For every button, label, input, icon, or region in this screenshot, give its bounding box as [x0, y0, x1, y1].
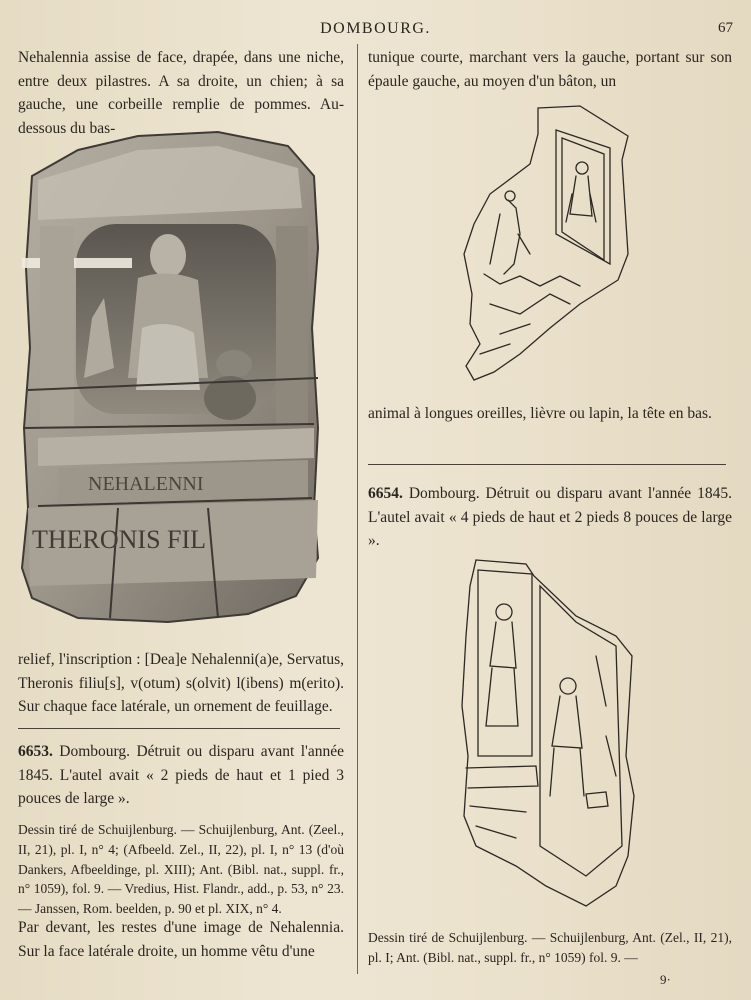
entry-6653-bibliography: Dessin tiré de Schuijlenburg. — Schuijlenburg, Ant. (Zeel., II, 21), pl. I, n° 4; (Afbeeld. Zel., II, 22), pl. I, n° 13 (d'où Dankers, Afbeeldinge, pl. XIII); Ant. (Bibl. nat., suppl. fr., n° 1059), fol. 9. — Vredius, Hist. Flandr., add., p. 53, n° 23. — Janssen, Rom. beelden, p. 90 et pl. XIX, n° 4. [18, 822, 344, 917]
inscription-line-1: NEHALENNI [88, 473, 204, 495]
entry-6653-description: Par devant, les restes d'une image de Nehalennia. Sur la face latérale droite, un homme vêtu d'une [18, 919, 344, 960]
entry-6654 [368, 482, 732, 553]
signature-mark: 9· [660, 972, 671, 987]
right-after-drawing-paragraph: animal à longues oreilles, lièvre ou lapin, la tête en bas. [368, 405, 712, 422]
line-drawing-6653 [460, 104, 636, 386]
running-title: DOMBOURG. [320, 20, 431, 37]
left-top-paragraph: Nehalennia assise de face, drapée, dans une niche, entre deux pilastres. A sa droite, un chien; à sa gauche, une corbeille remplie de pommes. Au-dessous du bas- [18, 49, 344, 137]
right-section-rule [368, 464, 726, 465]
entry-6654-text: Dombourg. Détruit ou disparu avant l'année 1845. L'autel avait « 4 pieds de haut et 2 pieds 8 pouces de large ». [368, 485, 732, 549]
entry-6653-text: Dombourg. Détruit ou disparu avant l'année 1845. L'autel avait « 2 pieds de haut et 1 pied 3 pouces de large ». [18, 743, 344, 807]
line-drawing-6654 [456, 556, 640, 910]
column-divider [357, 44, 358, 974]
entry-6654-bibliography: Dessin tiré de Schuijlenburg. — Schuijlenburg, Ant. (Zel., II, 21), pl. I; Ant. (Bibl. nat., suppl. fr., n° 1059) fol. 9. — [368, 930, 732, 965]
entry-6654-number: 6654. [368, 485, 403, 502]
right-top-paragraph: tunique courte, marchant vers la gauche, portant sur son épaule gauche, au moyen d'un bâton, un [368, 49, 732, 90]
left-after-photo-paragraph: relief, l'inscription : [Dea]e Nehalenni(a)e, Servatus, Theronis filiu[s], v(otum) s(olvit) l(ibens) m(erito). Sur chaque face latérale, un ornement de feuillage. [18, 651, 344, 715]
relief-photograph [18, 128, 328, 626]
left-section-rule [18, 728, 340, 729]
inscription-line-2: THERONIS FIL [32, 525, 207, 554]
entry-6653-number: 6653. [18, 743, 53, 760]
entry-6653 [18, 740, 344, 811]
page-number: 67 [718, 20, 733, 36]
